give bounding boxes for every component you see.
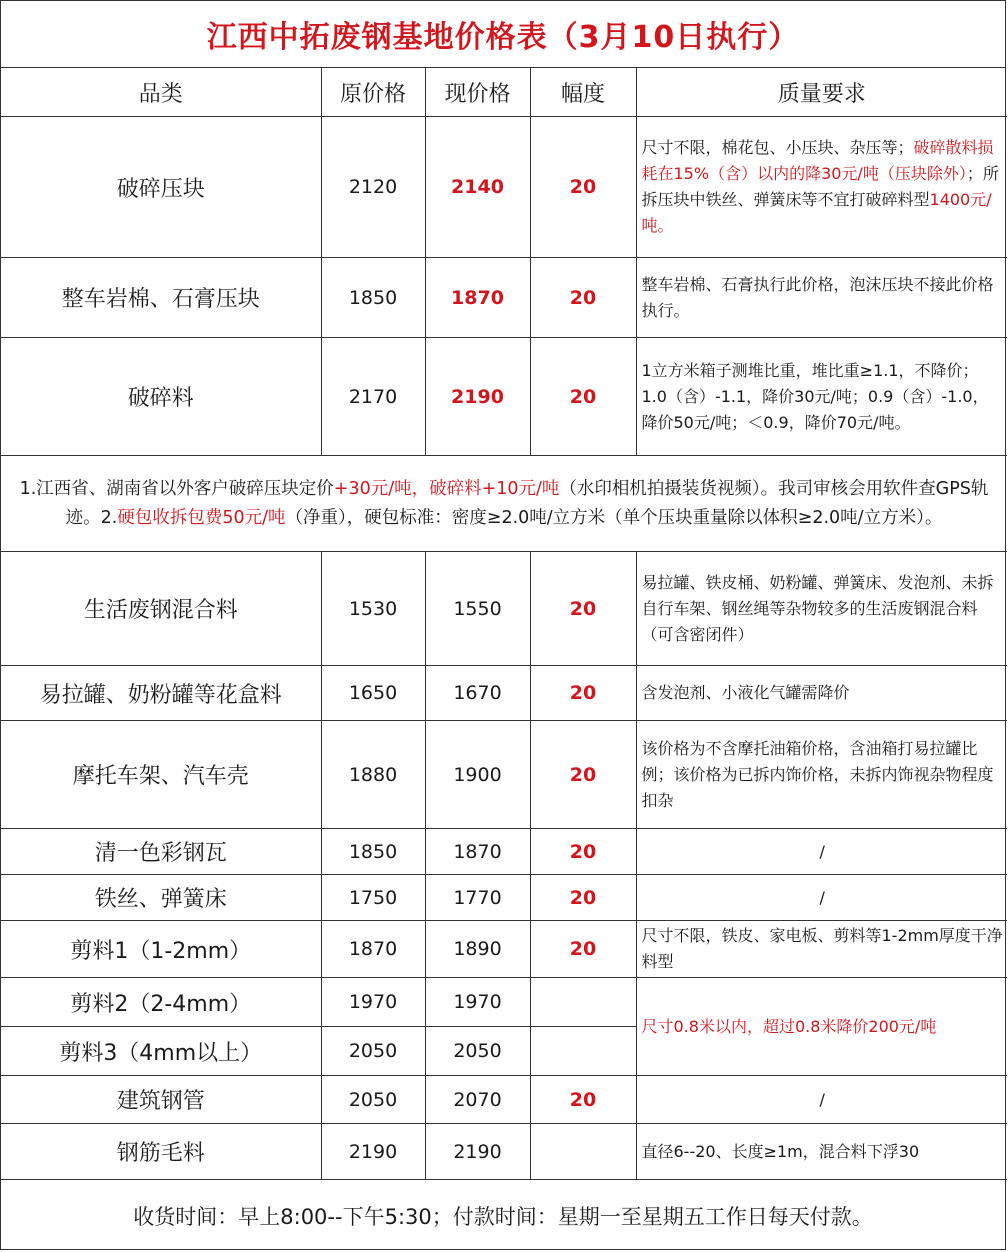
quality-part-red: 破碎散料损耗在15%（含）以内的降30元/吨（压块除外） xyxy=(641,138,994,183)
row-quality xyxy=(636,117,1007,258)
row-change: 20 xyxy=(530,721,636,829)
header-change: 幅度 xyxy=(530,68,636,117)
table-row xyxy=(1,666,1007,721)
row-change: 20 xyxy=(530,875,636,921)
row-new-price: 1970 xyxy=(425,978,530,1027)
row-quality: / xyxy=(636,1076,1007,1124)
table-row xyxy=(1,338,1007,456)
row-old-price: 1970 xyxy=(321,978,425,1027)
table-header-row xyxy=(1,68,1007,117)
quality-part-red: 1400元/吨。 xyxy=(641,190,992,235)
note-part-red: +30元/吨，破碎料+10元/吨 xyxy=(333,478,560,499)
row-category: 清一色彩钢瓦 xyxy=(1,829,321,875)
note-part: 1.江西省、湖南省以外客户破碎压块定价 xyxy=(19,478,334,499)
table-row xyxy=(1,1076,1007,1124)
row-category: 整车岩棉、石膏压块 xyxy=(1,258,321,338)
row-quality: / xyxy=(636,875,1007,921)
table-row xyxy=(1,829,1007,875)
row-old-price: 1850 xyxy=(321,258,425,338)
row-change: 20 xyxy=(530,666,636,721)
row-new-price: 1890 xyxy=(425,921,530,978)
row-change: 20 xyxy=(530,258,636,338)
row-quality: 易拉罐、铁皮桶、奶粉罐、弹簧床、发泡剂、未拆自行车架、钢丝绳等杂物较多的生活废钢混合料（可含密闭件） xyxy=(636,552,1007,666)
row-category: 剪料3（4mm以上） xyxy=(1,1027,321,1076)
row-category: 建筑钢管 xyxy=(1,1076,321,1124)
row-new-price: 2070 xyxy=(425,1076,530,1124)
row-change xyxy=(530,1124,636,1180)
row-new-price: 1900 xyxy=(425,721,530,829)
shear-merged-quality: 尺寸0.8米以内，超过0.8米降价200元/吨 xyxy=(636,978,1007,1076)
row-change: 20 xyxy=(530,338,636,456)
row-new-price: 2050 xyxy=(425,1027,530,1076)
row-quality: 1立方米箱子测堆比重，堆比重≥1.1，不降价；1.0（含）-1.1，降价30元/吨；0.9（含）-1.0，降价50元/吨；＜0.9，降价70元/吨。 xyxy=(636,338,1007,456)
row-category: 破碎压块 xyxy=(1,117,321,258)
table-row xyxy=(1,117,1007,258)
row-old-price: 2170 xyxy=(321,338,425,456)
header-new-price: 现价格 xyxy=(425,68,530,117)
row-old-price: 1530 xyxy=(321,552,425,666)
quality-part: 尺寸不限，棉花包、小压块、杂压等； xyxy=(641,138,914,157)
page-title: 江西中拓废钢基地价格表（3月10日执行） xyxy=(1,1,1005,68)
row-change: 20 xyxy=(530,829,636,875)
quality-part: ；所拆压块中铁丝、弹簧床等不宜打破碎料型 xyxy=(641,164,999,209)
row-new-price: 1870 xyxy=(425,258,530,338)
row-change: 20 xyxy=(530,552,636,666)
header-quality: 质量要求 xyxy=(636,68,1007,117)
row-new-price: 2190 xyxy=(425,1124,530,1180)
note-part-red: 硬包收拆包费50元/吨 xyxy=(117,507,286,528)
table-row xyxy=(1,552,1007,666)
row-old-price: 1750 xyxy=(321,875,425,921)
row-new-price: 2190 xyxy=(425,338,530,456)
row-quality: 整车岩棉、石膏执行此价格，泡沫压块不接此价格执行。 xyxy=(636,258,1007,338)
row-old-price: 2120 xyxy=(321,117,425,258)
footer-hours: 收货时间：早上8:00--下午5:30；付款时间：星期一至星期五工作日每天付款。 xyxy=(133,1204,873,1229)
row-change: 20 xyxy=(530,921,636,978)
header-category: 品类 xyxy=(1,68,321,117)
row-quality: 尺寸不限，铁皮、家电板、剪料等1-2mm厚度干净料型 xyxy=(636,921,1007,978)
row-old-price: 2190 xyxy=(321,1124,425,1180)
table-row xyxy=(1,921,1007,978)
row-category: 剪料2（2-4mm） xyxy=(1,978,321,1027)
row-new-price: 1670 xyxy=(425,666,530,721)
table-row xyxy=(1,875,1007,921)
row-quality: 含发泡剂、小液化气罐需降价 xyxy=(636,666,1007,721)
row-change xyxy=(530,978,636,1027)
note-part: （净重），硬包标准：密度≥2.0吨/立方米（单个压块重量除以体积≥2.0吨/立方米）。 xyxy=(285,507,943,528)
row-old-price: 1850 xyxy=(321,829,425,875)
row-old-price: 1880 xyxy=(321,721,425,829)
row-category: 生活废钢混合料 xyxy=(1,552,321,666)
row-old-price: 2050 xyxy=(321,1076,425,1124)
table-row xyxy=(1,258,1007,338)
table-row xyxy=(1,1124,1007,1180)
row-old-price: 1650 xyxy=(321,666,425,721)
note-part: （水印相机拍摄装货视频）。我司审核会用软件查GPS轨迹。2. xyxy=(65,478,989,528)
table-row xyxy=(1,978,1007,1027)
row-new-price: 1870 xyxy=(425,829,530,875)
row-change: 20 xyxy=(530,1076,636,1124)
row-quality: 该价格为不含摩托油箱价格，含油箱打易拉罐比例；该价格为已拆内饰价格，未拆内饰视杂物程度扣杂 xyxy=(636,721,1007,829)
table-row xyxy=(1,721,1007,829)
notes-text xyxy=(1,456,1007,552)
row-category: 摩托车架、汽车壳 xyxy=(1,721,321,829)
row-category: 铁丝、弹簧床 xyxy=(1,875,321,921)
row-category: 钢筋毛料 xyxy=(1,1124,321,1180)
row-old-price: 1870 xyxy=(321,921,425,978)
row-new-price: 2140 xyxy=(425,117,530,258)
row-category: 破碎料 xyxy=(1,338,321,456)
row-old-price: 2050 xyxy=(321,1027,425,1076)
row-new-price: 1550 xyxy=(425,552,530,666)
price-table xyxy=(1,68,1007,1180)
notes-row xyxy=(1,456,1007,552)
row-new-price: 1770 xyxy=(425,875,530,921)
row-change: 20 xyxy=(530,117,636,258)
row-quality: / xyxy=(636,829,1007,875)
row-category: 剪料1（1-2mm） xyxy=(1,921,321,978)
header-old-price: 原价格 xyxy=(321,68,425,117)
row-change xyxy=(530,1027,636,1076)
row-category: 易拉罐、奶粉罐等花盒料 xyxy=(1,666,321,721)
row-quality: 直径6--20、长度≥1m，混合料下浮30 xyxy=(636,1124,1007,1180)
